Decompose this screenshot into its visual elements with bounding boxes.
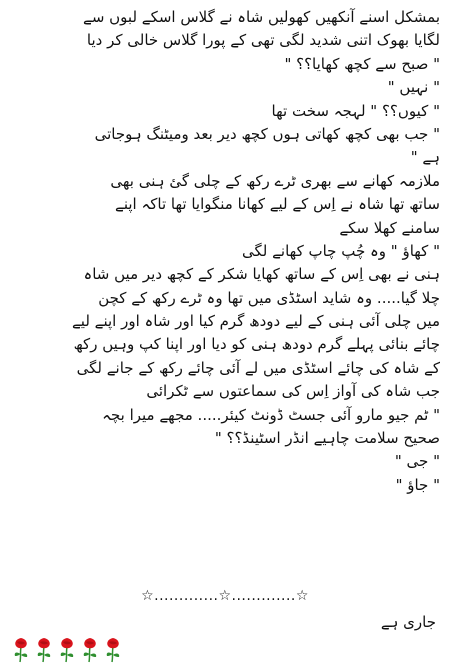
story-line: ملازمہ کھانے سے بھری ٹرے رکھ کے چلی گئ ہنی بھی bbox=[110, 171, 440, 190]
rose-icon bbox=[35, 637, 53, 663]
story-line: " صبح سے کچھ کھایا؟؟ " bbox=[284, 54, 440, 73]
story-line: " جی " bbox=[394, 452, 440, 471]
story-line: لگایا بھوک اتنی شدید لگی تھی کے پورا گلاس خالی کر دیا bbox=[86, 31, 440, 50]
rose-icon bbox=[81, 637, 99, 663]
rose-row bbox=[12, 637, 122, 663]
story-line: جب شاہ کی آواز اِس کی سماعتوں سے ٹکرائی bbox=[146, 382, 440, 401]
story-line: " کھاؤ " وہ چُپ چاپ کھانے لگی bbox=[242, 241, 440, 260]
story-line: ہنی نے بھی اِس کے ساتھ کھایا شکر کے کچھ دیر میں شاہ bbox=[83, 265, 440, 284]
story-line: " جب بھی کچھ کھاتی ہوں کچھ دیر بعد ومیٹنگ ہوجاتی bbox=[94, 124, 440, 143]
story-line: بمشکل اسنے آنکھیں کھولیں شاہ نے گلاس اسکے لبوں سے bbox=[83, 8, 440, 26]
story-line: ہے " bbox=[410, 148, 440, 167]
story-line: " جاؤ " bbox=[395, 475, 440, 494]
story-line: صحیح سلامت چاہیے انڈر اسٹینڈ؟؟ " bbox=[214, 429, 440, 448]
story-line: میں چلی آئی ہنی کے لیے دودھ گرم کیا اور شاہ اور اپنے لیے bbox=[72, 312, 440, 331]
rose-icon bbox=[58, 637, 76, 663]
story-line: ساتھ تھا شاہ نے اِس کے لیے کھانا منگوایا تھا تاکہ اپنے bbox=[115, 195, 440, 214]
story-text bbox=[10, 6, 440, 497]
to-be-continued-text: جاری ہے bbox=[380, 613, 436, 631]
story-line: چلا گیا..... وہ شاید اسٹڈی میں تھا وہ ٹرے رکھ کے کچن bbox=[98, 288, 440, 307]
story-line: " نہیں " bbox=[387, 78, 440, 97]
story-line: " کیوں؟؟ " لہجہ سخت تھا bbox=[271, 101, 440, 120]
story-line: چائے بنائی پہلے گرم دودھ ہنی کو دیا اور اپنا کپ وہیں رکھ bbox=[73, 335, 440, 354]
story-line: " ٹم جیو مارو آئی جسٹ ڈونٹ کیئر..... مجھے میرا بچہ bbox=[102, 405, 440, 424]
section-separator: ☆.............☆.............☆ bbox=[141, 588, 309, 604]
rose-icon bbox=[104, 637, 122, 663]
story-line: سامنے کھلا سکے bbox=[339, 218, 440, 237]
story-line: کے شاہ کی چائے اسٹڈی میں لے آئی چائے رکھ کے جانے لگی bbox=[76, 358, 440, 377]
rose-icon bbox=[12, 637, 30, 663]
